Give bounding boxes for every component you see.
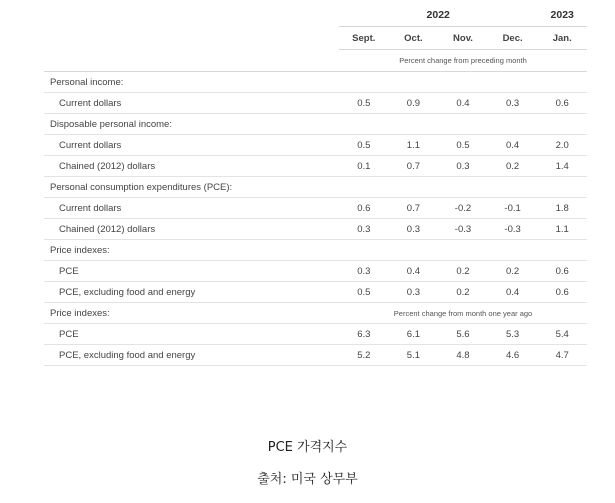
row-value-cell: 5.4 (537, 324, 587, 345)
table-row (44, 345, 587, 366)
table-row (44, 198, 587, 219)
row-label: Chained (2012) dollars (44, 219, 339, 240)
row-value-cell: 0.4 (488, 282, 538, 303)
row-label: PCE (44, 324, 339, 345)
row-label: Chained (2012) dollars (44, 156, 339, 177)
year-header-row (44, 4, 587, 27)
month-header-oct: Oct. (389, 27, 439, 50)
monthly-change-note-row (44, 50, 587, 72)
row-label: PCE, excluding food and energy (44, 345, 339, 366)
row-value-cell: 0.2 (438, 261, 488, 282)
personal-income-outlays-table (44, 4, 587, 366)
section-header-row (44, 303, 587, 324)
section-header: Price indexes: (44, 303, 339, 324)
row-value-cell: 2.0 (537, 135, 587, 156)
row-value-cell: 0.6 (537, 93, 587, 114)
row-value-cell: 0.2 (488, 261, 538, 282)
row-value-cell: 0.2 (438, 282, 488, 303)
year-2023-header: 2023 (537, 4, 587, 27)
row-value-cell: 0.6 (339, 198, 389, 219)
month-header-dec: Dec. (488, 27, 538, 50)
pce-table-container (44, 4, 587, 366)
section-header-row (44, 240, 587, 261)
row-value-cell: 1.1 (389, 135, 439, 156)
row-value-cell: 5.1 (389, 345, 439, 366)
section-header: Price indexes: (44, 240, 339, 261)
row-value-cell: -0.1 (488, 198, 538, 219)
section-header-row (44, 72, 587, 93)
table-row (44, 324, 587, 345)
row-value-cell: -0.2 (438, 198, 488, 219)
month-header-nov: Nov. (438, 27, 488, 50)
row-label: Current dollars (44, 93, 339, 114)
month-header-row (44, 27, 587, 50)
section-header: Personal income: (44, 72, 339, 93)
yearly-change-note: Percent change from month one year ago (339, 303, 587, 324)
row-value-cell: 0.3 (389, 282, 439, 303)
section-header: Personal consumption expenditures (PCE): (44, 177, 339, 198)
month-header-jan: Jan. (537, 27, 587, 50)
row-value-cell: 0.5 (339, 282, 389, 303)
row-value-cell: 4.7 (537, 345, 587, 366)
row-value-cell: 0.3 (339, 219, 389, 240)
row-value-cell: 4.6 (488, 345, 538, 366)
table-row (44, 219, 587, 240)
table-row (44, 135, 587, 156)
row-value-cell: 0.4 (438, 93, 488, 114)
row-value-cell: 0.5 (339, 93, 389, 114)
row-value-cell: 0.6 (537, 282, 587, 303)
row-value-cell: 5.6 (438, 324, 488, 345)
row-label: Current dollars (44, 135, 339, 156)
row-value-cell: 0.2 (488, 156, 538, 177)
row-value-cell: 0.3 (438, 156, 488, 177)
row-value-cell: 0.3 (339, 261, 389, 282)
row-value-cell: 5.3 (488, 324, 538, 345)
row-label: PCE, excluding food and energy (44, 282, 339, 303)
section-header-row (44, 114, 587, 135)
figure-caption-source: 출처: 미국 상무부 (257, 472, 358, 487)
row-value-cell: 0.3 (488, 93, 538, 114)
figure-caption-title: PCE 가격지수 (267, 440, 348, 455)
row-label: Current dollars (44, 198, 339, 219)
row-value-cell: 0.7 (389, 198, 439, 219)
section-header: Disposable personal income: (44, 114, 339, 135)
row-value-cell: 0.5 (339, 135, 389, 156)
row-value-cell: 1.8 (537, 198, 587, 219)
row-value-cell: 0.5 (438, 135, 488, 156)
row-value-cell: -0.3 (488, 219, 538, 240)
row-value-cell: 0.6 (537, 261, 587, 282)
row-value-cell: 0.4 (389, 261, 439, 282)
row-label: PCE (44, 261, 339, 282)
row-value-cell: 1.4 (537, 156, 587, 177)
row-value-cell: 0.4 (488, 135, 538, 156)
section-header-row (44, 177, 587, 198)
row-value-cell: 1.1 (537, 219, 587, 240)
row-value-cell: 5.2 (339, 345, 389, 366)
row-value-cell: 6.3 (339, 324, 389, 345)
row-value-cell: 4.8 (438, 345, 488, 366)
table-row (44, 156, 587, 177)
row-value-cell: 0.7 (389, 156, 439, 177)
row-value-cell: 6.1 (389, 324, 439, 345)
monthly-change-note: Percent change from preceding month (339, 50, 587, 72)
row-value-cell: -0.3 (438, 219, 488, 240)
row-value-cell: 0.1 (339, 156, 389, 177)
table-row (44, 282, 587, 303)
year-2022-header: 2022 (339, 4, 537, 27)
table-row (44, 93, 587, 114)
row-value-cell: 0.3 (389, 219, 439, 240)
table-row (44, 261, 587, 282)
month-header-sept: Sept. (339, 27, 389, 50)
row-value-cell: 0.9 (389, 93, 439, 114)
